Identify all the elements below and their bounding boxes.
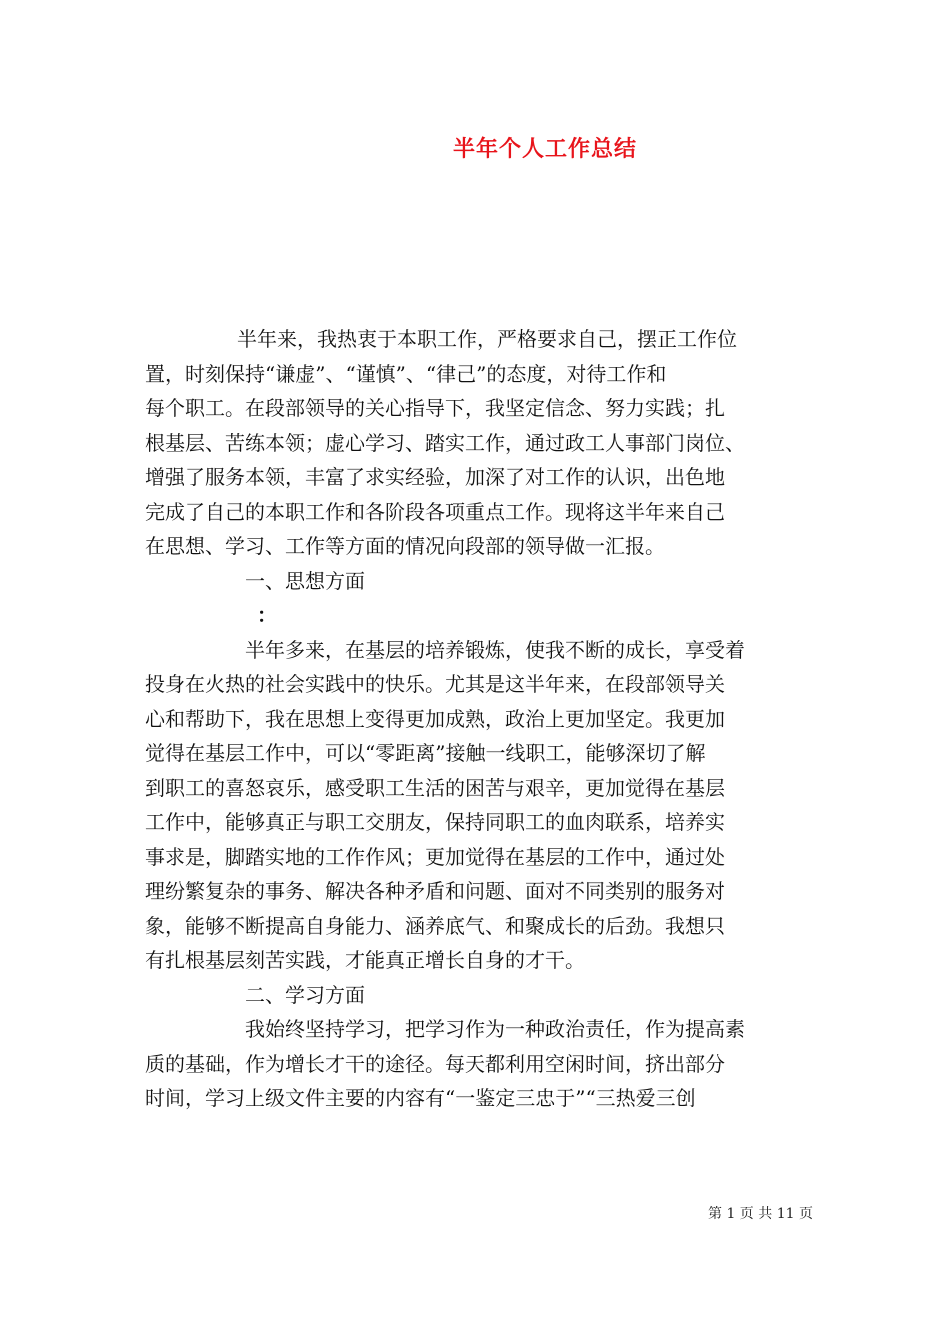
body-line: 每个职工。在段部领导的关心指导下，我坚定信念、努力实践；扎 (145, 396, 725, 420)
body-line: 事求是，脚踏实地的工作作风；更加觉得在基层的工作中，通过处 (145, 844, 725, 869)
section-heading-study: 二、学习方面 (245, 982, 365, 1007)
body-line: 工作中，能够真正与职工交朋友，保持同职工的血肉联系，培养实 (145, 810, 725, 834)
body-line: 象，能够不断提高自身能力、涵养底气、和聚成长的后劲。我想只 (145, 913, 725, 938)
body-line: 半年来，我热衷于本职工作，严格要求自己，摆正工作位 (237, 327, 737, 351)
body-line: 增强了服务本领，丰富了求实经验，加深了对工作的认识，出色地 (145, 465, 725, 489)
body-line: 有扎根基层刻苦实践，才能真正增长自身的才干。 (145, 948, 585, 972)
body-line: 时间，学习上级文件主要的内容有“一鉴定三忠于”“三热爱三创 (145, 1086, 696, 1110)
page-number-footer: 第 1 页 共 11 页 (708, 1206, 813, 1222)
body-line: 到职工的喜怒哀乐，感受职工生活的困苦与艰辛，更加觉得在基层 (145, 775, 725, 800)
body-line: 质的基础，作为增长才干的途径。每天都利用空闲时间，挤出部分 (145, 1051, 725, 1076)
body-line: 心和帮助下，我在思想上变得更加成熟，政治上更加坚定。我更加 (145, 706, 725, 731)
stray-colon: ： (257, 603, 277, 627)
document-title: 半年个人工作总结 (452, 136, 637, 162)
body-line: 半年多来，在基层的培养锻炼，使我不断的成长，享受着 (245, 637, 745, 662)
body-line: 投身在火热的社会实践中的快乐。尤其是这半年来，在段部领导关 (145, 672, 725, 696)
body-line: 觉得在基层工作中，可以“零距离”接触一线职工，能够深切了解 (145, 741, 706, 765)
document-body (145, 322, 815, 1116)
body-line: 理纷繁复杂的事务、解决各种矛盾和问题、面对不同类别的服务对 (145, 879, 725, 903)
body-line: 置，时刻保持“谦虚”、“谨慎”、“律己”的态度，对待工作和 (145, 361, 667, 386)
section-heading-thought: 一、思想方面 (245, 568, 365, 593)
body-line: 根基层、苦练本领；虚心学习、踏实工作，通过政工人事部门岗位、 (145, 430, 745, 455)
body-line: 我始终坚持学习，把学习作为一种政治责任，作为提高素 (245, 1017, 745, 1041)
body-line: 在思想、学习、工作等方面的情况向段部的领导做一汇报。 (145, 534, 665, 558)
body-line: 完成了自己的本职工作和各阶段各项重点工作。现将这半年来自己 (145, 499, 725, 524)
